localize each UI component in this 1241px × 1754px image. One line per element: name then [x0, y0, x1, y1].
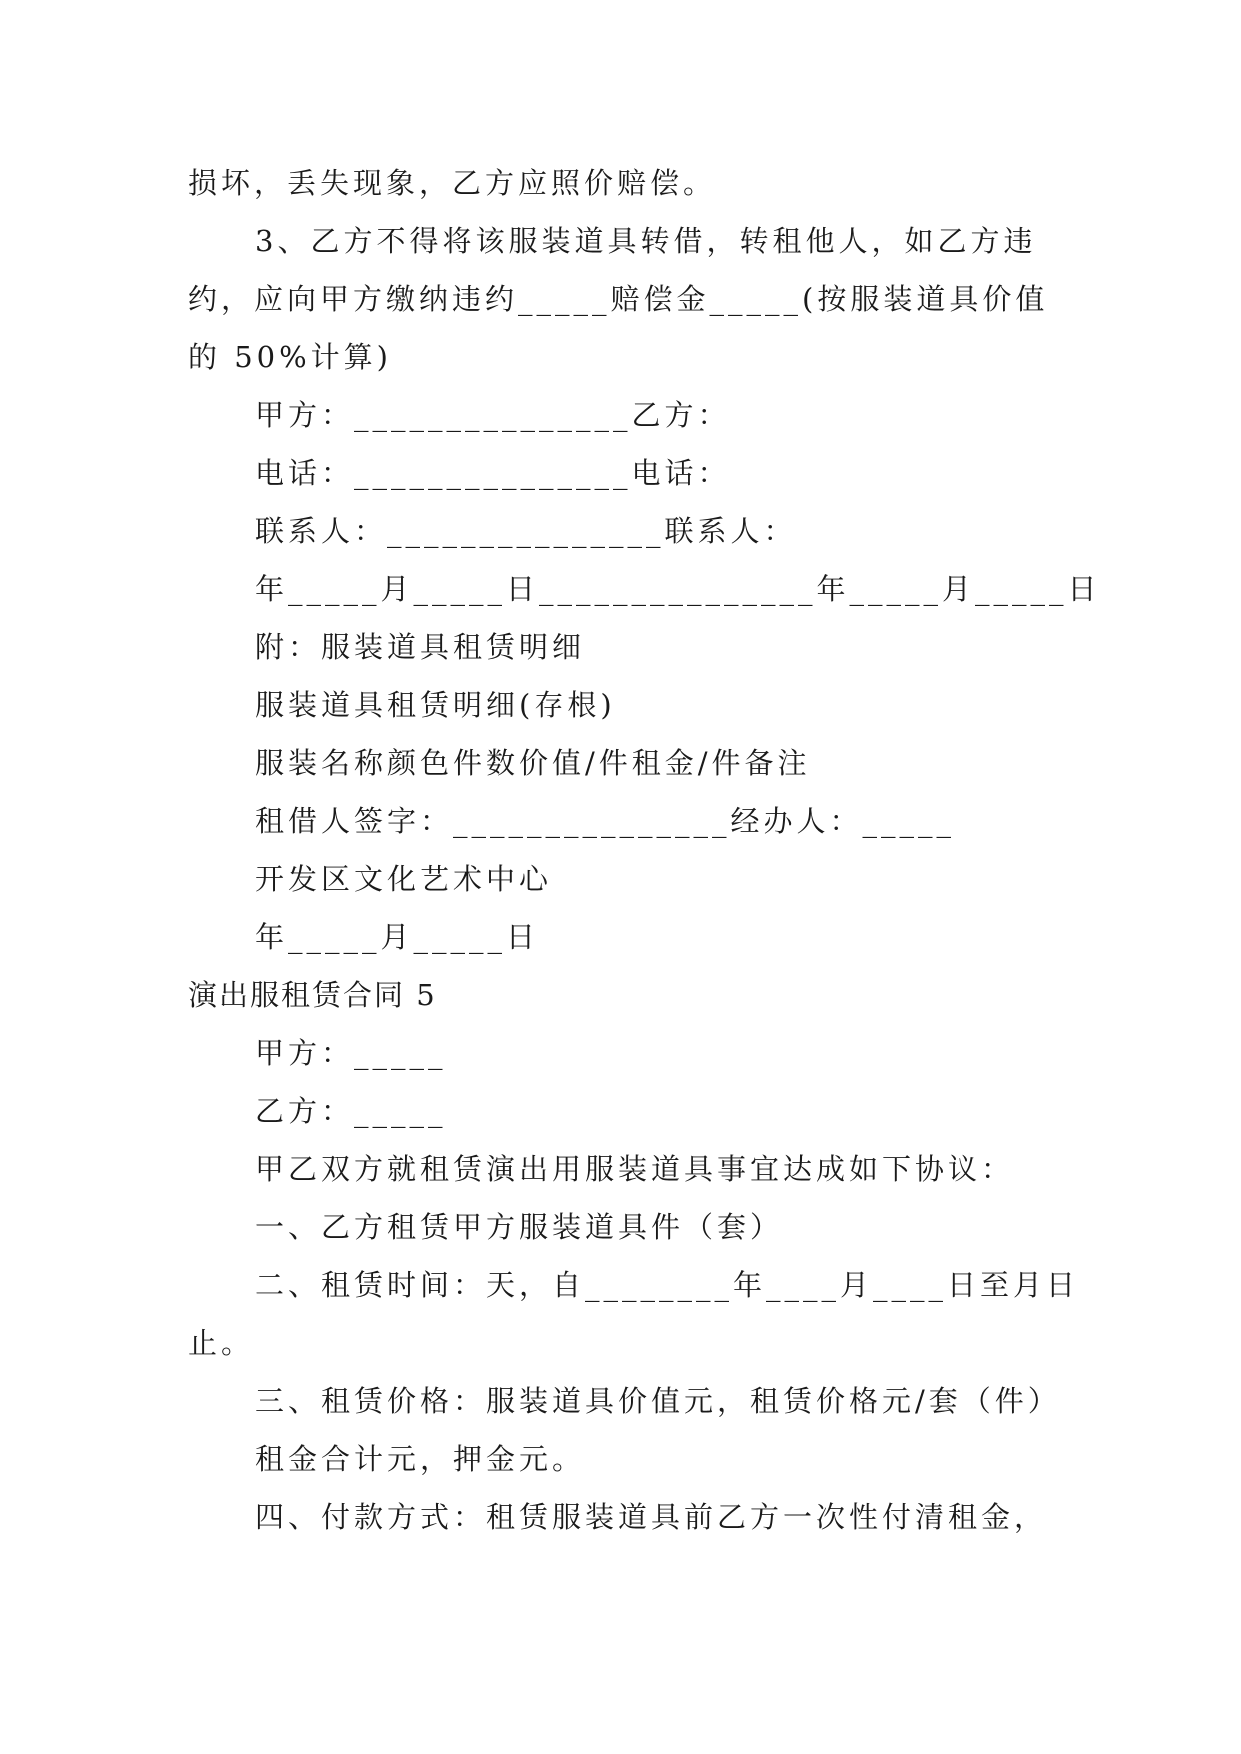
text-line: 四、付款方式：租赁服装道具前乙方一次性付清租金，	[255, 1500, 1048, 1534]
text-line: 服装道具租赁明细(存根)	[255, 688, 616, 722]
signature-line-renter: 租借人签字：_______________经办人：_____	[255, 804, 956, 838]
signature-line-phone: 电话：_______________电话：	[255, 456, 731, 490]
text-line: 服装名称颜色件数价值/件租金/件备注	[255, 746, 811, 780]
text-line: 开发区文化艺术中心	[255, 862, 553, 896]
text-line: 二、租赁时间：天，自________年____月____日至月日	[255, 1268, 1080, 1302]
text-line: 3、乙方不得将该服装道具转借，转租他人，如乙方违	[255, 224, 1037, 258]
text-line: 止。	[188, 1326, 255, 1360]
text-line: 附：服装道具租赁明细	[255, 630, 586, 664]
section-title: 演出服租赁合同 5	[188, 978, 437, 1012]
text-line: 损坏，丢失现象，乙方应照价赔偿。	[188, 166, 717, 200]
signature-line-contact: 联系人：_______________联系人：	[255, 514, 797, 548]
signature-line-party-a: 甲方：_____	[255, 1036, 447, 1070]
text-line: 约，应向甲方缴纳违约_____赔偿金_____(按服装道具价值	[188, 282, 1049, 316]
signature-line-party-a: 甲方：_______________乙方：	[255, 398, 731, 432]
text-line: 甲乙双方就租赁演出用服装道具事宜达成如下协议：	[255, 1152, 1015, 1186]
text-line: 租金合计元，押金元。	[255, 1442, 586, 1476]
text-line: 一、乙方租赁甲方服装道具件（套）	[255, 1210, 784, 1244]
text-line: 的 50%计算)	[188, 340, 392, 374]
text-line: 三、租赁价格：服装道具价值元，租赁价格元/套（件）	[255, 1384, 1061, 1418]
signature-line-party-b: 乙方：_____	[255, 1094, 447, 1128]
signature-line-date: 年_____月_____日	[255, 920, 540, 954]
signature-line-date: 年_____月_____日_______________年_____月_____日	[255, 572, 1101, 606]
